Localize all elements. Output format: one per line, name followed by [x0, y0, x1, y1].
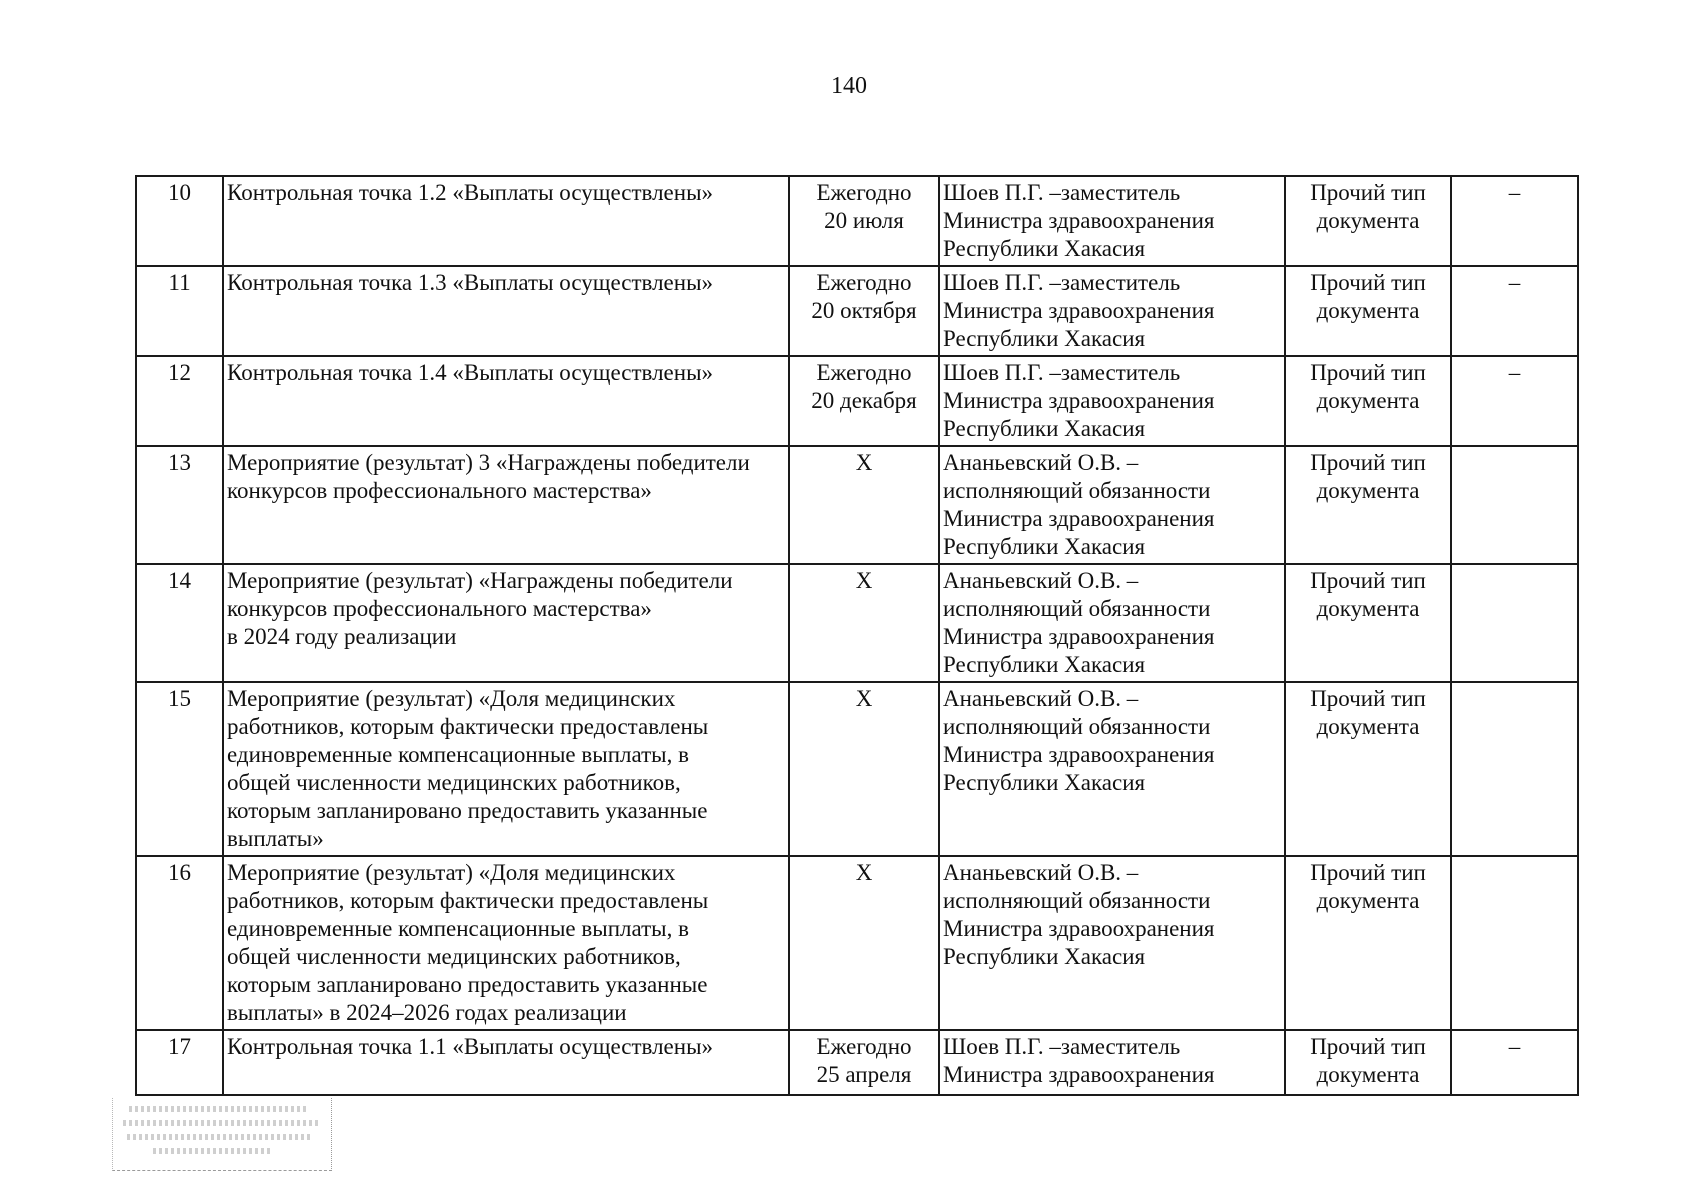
deadline-cell [789, 682, 939, 856]
event-name-line: Мероприятие (результат) 3 «Награждены победители [227, 450, 750, 475]
deadline-line: Ежегодно [816, 1034, 912, 1059]
row-number-text: 16 [168, 860, 191, 885]
table-row [136, 564, 1578, 682]
event-name-line: Мероприятие (результат) «Доля медицинских [227, 860, 676, 885]
event-name-line: работников, которым фактически предоставлены [227, 714, 709, 739]
table-row [136, 856, 1578, 1030]
plan-table [135, 175, 1579, 1096]
note-cell [1451, 176, 1578, 266]
document-type-line: Прочий тип [1310, 450, 1426, 475]
responsible-person-cell [939, 266, 1285, 356]
event-name-cell [223, 266, 789, 356]
responsible-person-line: Республики Хакасия [943, 652, 1146, 677]
table-row [136, 1030, 1578, 1095]
deadline-line: Х [855, 568, 873, 593]
deadline-cell [789, 266, 939, 356]
event-name-cell [223, 176, 789, 266]
event-name-line: работников, которым фактически предоставлены [227, 888, 709, 913]
responsible-person-line: исполняющий обязанности [943, 478, 1211, 503]
responsible-person-line: Ананьевский О.В. – [943, 860, 1139, 885]
document-type-line: Прочий тип [1310, 686, 1426, 711]
row-number-cell [136, 682, 223, 856]
document-type-line: Прочий тип [1310, 1034, 1426, 1059]
note-text: – [1508, 270, 1521, 295]
responsible-person-line: Министра здравоохранения [943, 742, 1215, 767]
row-number-cell [136, 564, 223, 682]
deadline-cell [789, 176, 939, 266]
event-name-line: Контрольная точка 1.4 «Выплаты осуществлены» [227, 360, 714, 385]
note-cell [1451, 564, 1578, 682]
note-cell [1451, 682, 1578, 856]
responsible-person-line: исполняющий обязанности [943, 714, 1211, 739]
deadline-cell [789, 564, 939, 682]
responsible-person-cell [939, 176, 1285, 266]
event-name-line: общей численности медицинских работников, [227, 944, 681, 969]
document-type-line: Прочий тип [1310, 860, 1426, 885]
document-type-line: документа [1316, 208, 1420, 233]
note-cell [1451, 1030, 1578, 1095]
responsible-person-cell [939, 446, 1285, 564]
responsible-person-line: Министра здравоохранения [943, 624, 1215, 649]
deadline-line: Х [855, 686, 873, 711]
responsible-person-line: Шоев П.Г. –заместитель [943, 1034, 1181, 1059]
deadline-cell [789, 356, 939, 446]
row-number-text: 11 [168, 270, 191, 295]
responsible-person-line: Республики Хакасия [943, 416, 1146, 441]
document-type-cell [1285, 266, 1451, 356]
document-type-cell [1285, 176, 1451, 266]
event-name-line: конкурсов профессионального мастерства» [227, 596, 652, 621]
table-row [136, 176, 1578, 266]
event-name-line: Мероприятие (результат) «Доля медицинских [227, 686, 676, 711]
row-number-cell [136, 266, 223, 356]
deadline-cell [789, 856, 939, 1030]
document-type-line: Прочий тип [1310, 180, 1426, 205]
document-type-line: документа [1316, 714, 1420, 739]
table-row [136, 266, 1578, 356]
row-number-text: 15 [168, 686, 191, 711]
document-type-line: документа [1316, 1062, 1420, 1087]
document-type-line: документа [1316, 478, 1420, 503]
event-name-cell [223, 564, 789, 682]
row-number-cell [136, 176, 223, 266]
event-name-line: конкурсов профессионального мастерства» [227, 478, 652, 503]
deadline-line: Ежегодно [816, 180, 912, 205]
note-cell [1451, 446, 1578, 564]
responsible-person-cell [939, 356, 1285, 446]
row-number-text: 13 [168, 450, 191, 475]
document-type-cell [1285, 564, 1451, 682]
document-type-cell [1285, 856, 1451, 1030]
responsible-person-cell [939, 856, 1285, 1030]
document-type-line: Прочий тип [1310, 360, 1426, 385]
document-type-line: документа [1316, 298, 1420, 323]
event-name-line: которым запланировано предоставить указанные [227, 972, 708, 997]
responsible-person-line: исполняющий обязанности [943, 596, 1211, 621]
deadline-line: 20 декабря [811, 388, 917, 413]
table-row [136, 682, 1578, 856]
document-type-line: документа [1316, 596, 1420, 621]
responsible-person-line: Министра здравоохранения [943, 388, 1215, 413]
event-name-line: Контрольная точка 1.2 «Выплаты осуществлены» [227, 180, 714, 205]
deadline-cell [789, 446, 939, 564]
document-type-line: Прочий тип [1310, 270, 1426, 295]
responsible-person-line: Министра здравоохранения [943, 916, 1215, 941]
row-number-cell [136, 1030, 223, 1095]
plan-table-body [136, 176, 1578, 1095]
event-name-line: единовременные компенсационные выплаты, в [227, 742, 689, 767]
deadline-line: Ежегодно [816, 360, 912, 385]
document-type-line: документа [1316, 388, 1420, 413]
event-name-line: Контрольная точка 1.1 «Выплаты осуществлены» [227, 1034, 714, 1059]
responsible-person-line: Ананьевский О.В. – [943, 450, 1139, 475]
page-number: 140 [831, 73, 867, 99]
event-name-cell [223, 682, 789, 856]
responsible-person-cell [939, 1030, 1285, 1095]
event-name-line: которым запланировано предоставить указанные [227, 798, 708, 823]
deadline-line: Х [855, 450, 873, 475]
deadline-cell [789, 1030, 939, 1095]
row-number-text: 10 [168, 180, 191, 205]
deadline-line: 20 июля [824, 208, 904, 233]
row-number-text: 12 [168, 360, 191, 385]
responsible-person-line: Республики Хакасия [943, 944, 1146, 969]
event-name-cell [223, 446, 789, 564]
responsible-person-cell [939, 564, 1285, 682]
responsible-person-line: Республики Хакасия [943, 326, 1146, 351]
registration-stamp [112, 1098, 332, 1171]
document-type-line: Прочий тип [1310, 568, 1426, 593]
responsible-person-line: Министра здравоохранения [943, 208, 1215, 233]
event-name-line: выплаты» в 2024–2026 годах реализации [227, 1000, 627, 1025]
responsible-person-line: Республики Хакасия [943, 534, 1146, 559]
table-row [136, 446, 1578, 564]
note-text: – [1508, 360, 1521, 385]
event-name-line: Мероприятие (результат) «Награждены победители [227, 568, 733, 593]
note-cell [1451, 266, 1578, 356]
event-name-line: в 2024 году реализации [227, 624, 457, 649]
responsible-person-line: Министра здравоохранения [943, 506, 1215, 531]
event-name-line: выплаты» [227, 826, 324, 851]
event-name-cell [223, 856, 789, 1030]
row-number-cell [136, 856, 223, 1030]
document-type-cell [1285, 1030, 1451, 1095]
responsible-person-line: Республики Хакасия [943, 770, 1146, 795]
responsible-person-line: Министра здравоохранения [943, 298, 1215, 323]
responsible-person-line: исполняющий обязанности [943, 888, 1211, 913]
deadline-line: 25 апреля [816, 1062, 912, 1087]
row-number-cell [136, 446, 223, 564]
responsible-person-line: Шоев П.Г. –заместитель [943, 270, 1181, 295]
event-name-line: Контрольная точка 1.3 «Выплаты осуществлены» [227, 270, 714, 295]
deadline-line: Х [855, 860, 873, 885]
responsible-person-line: Ананьевский О.В. – [943, 686, 1139, 711]
event-name-line: общей численности медицинских работников, [227, 770, 681, 795]
deadline-line: Ежегодно [816, 270, 912, 295]
row-number-text: 17 [168, 1034, 191, 1059]
responsible-person-cell [939, 682, 1285, 856]
table-row [136, 356, 1578, 446]
note-text: – [1508, 1034, 1521, 1059]
document-type-cell [1285, 446, 1451, 564]
note-cell [1451, 856, 1578, 1030]
row-number-cell [136, 356, 223, 446]
event-name-line: единовременные компенсационные выплаты, в [227, 916, 689, 941]
row-number-text: 14 [168, 568, 191, 593]
deadline-line: 20 октября [811, 298, 917, 323]
note-cell [1451, 356, 1578, 446]
document-type-cell [1285, 356, 1451, 446]
document-type-line: документа [1316, 888, 1420, 913]
responsible-person-line: Ананьевский О.В. – [943, 568, 1139, 593]
event-name-cell [223, 1030, 789, 1095]
document-type-cell [1285, 682, 1451, 856]
responsible-person-line: Шоев П.Г. –заместитель [943, 360, 1181, 385]
event-name-cell [223, 356, 789, 446]
responsible-person-line: Шоев П.Г. –заместитель [943, 180, 1181, 205]
note-text: – [1508, 180, 1521, 205]
responsible-person-line: Министра здравоохранения [943, 1062, 1215, 1087]
responsible-person-line: Республики Хакасия [943, 236, 1146, 261]
